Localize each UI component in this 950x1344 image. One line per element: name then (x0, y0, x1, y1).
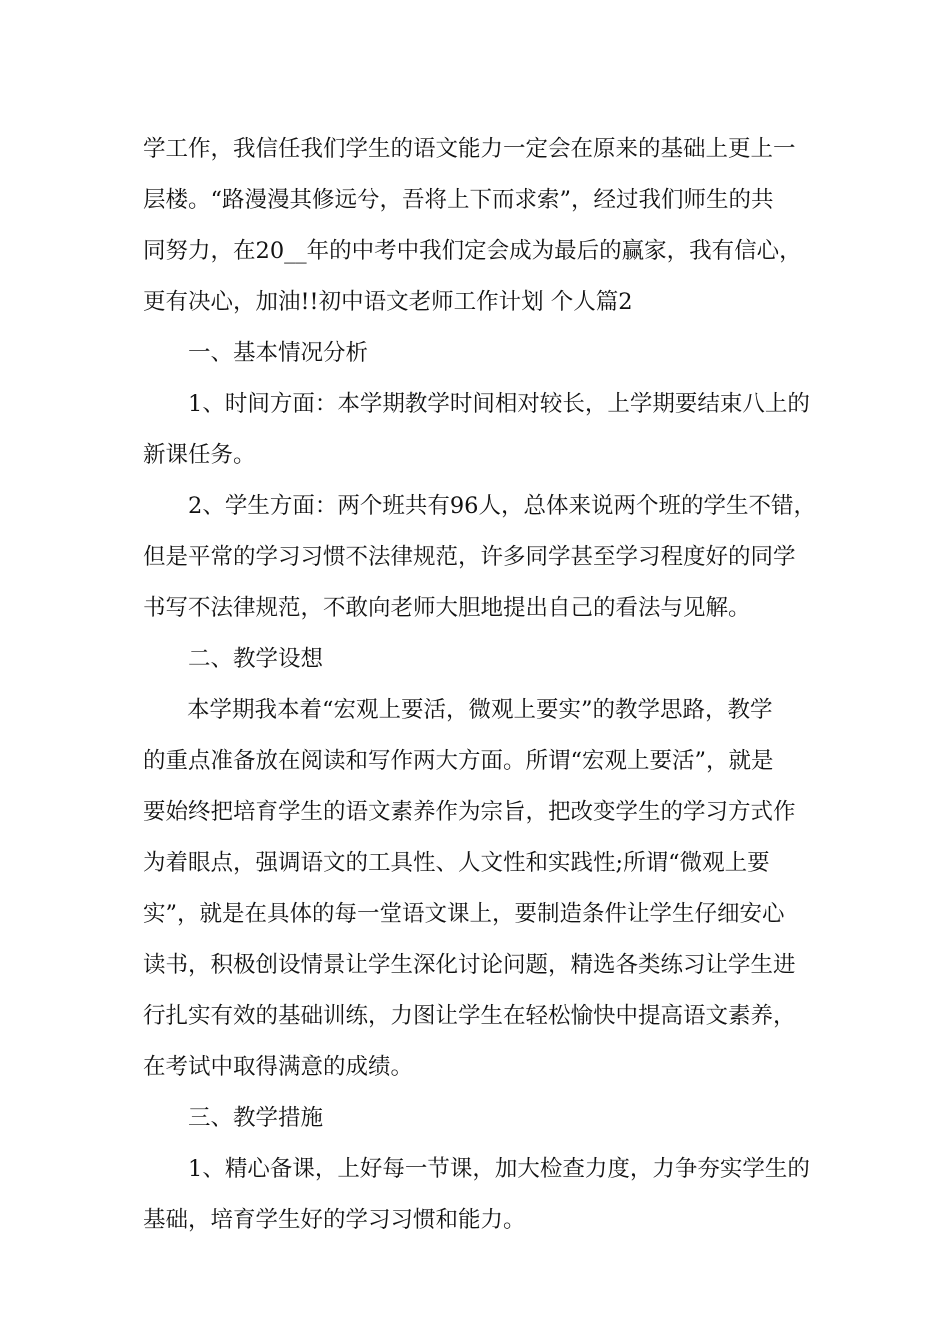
paragraph-line: 层楼。“路漫漫其修远兮，吾将上下而求索”，经过我们师生的共 (143, 187, 774, 213)
paragraph-line: 在考试中取得满意的成绩。 (143, 1054, 414, 1080)
section-heading: 一、基本情况分析 (188, 340, 369, 366)
section-heading: 三、教学措施 (188, 1105, 324, 1131)
paragraph-line: 同努力，在20__年的中考中我们定会成为最后的赢家，我有信心， (143, 238, 802, 264)
paragraph-line: 行扎实有效的基础训练，力图让学生在轻松愉快中提高语文素养， (143, 1003, 796, 1029)
paragraph-line: 学工作，我信任我们学生的语文能力一定会在原来的基础上更上一 (143, 136, 796, 162)
paragraph-line: 读书，积极创设情景让学生深化讨论问题，精选各类练习让学生进 (143, 952, 796, 978)
section-heading: 二、教学设想 (188, 646, 324, 672)
paragraph-line: 要始终把培育学生的语文素养作为宗旨，把改变学生的学习方式作 (143, 799, 796, 825)
paragraph-line: 1、精心备课，上好每一节课，加大检查力度，力争夯实学生的 (188, 1156, 810, 1182)
paragraph-line: 本学期我本着“宏观上要活，微观上要实”的教学思路，教学 (187, 697, 773, 723)
paragraph-line: 书写不法律规范，不敢向老师大胆地提出自己的看法与见解。 (143, 595, 751, 621)
paragraph-line: 2、学生方面：两个班共有96人，总体来说两个班的学生不错， (188, 493, 816, 519)
paragraph-line: 新课任务。 (143, 442, 256, 468)
paragraph-line: 更有决心，加油!!初中语文老师工作计划 个人篇2 (143, 289, 633, 315)
paragraph-line: 实”，就是在具体的每一堂语文课上，要制造条件让学生仔细安心 (143, 901, 785, 927)
paragraph-line: 的重点准备放在阅读和写作两大方面。所谓“宏观上要活”，就是 (143, 748, 774, 774)
document-body (143, 124, 833, 1246)
paragraph-line: 但是平常的学习习惯不法律规范，许多同学甚至学习程度好的同学 (143, 544, 796, 570)
paragraph-line: 基础，培育学生好的学习习惯和能力。 (143, 1207, 526, 1233)
paragraph-line: 为着眼点，强调语文的工具性、人文性和实践性;所谓“微观上要 (143, 850, 770, 876)
paragraph-line: 1、时间方面：本学期教学时间相对较长，上学期要结束八上的 (188, 391, 810, 417)
